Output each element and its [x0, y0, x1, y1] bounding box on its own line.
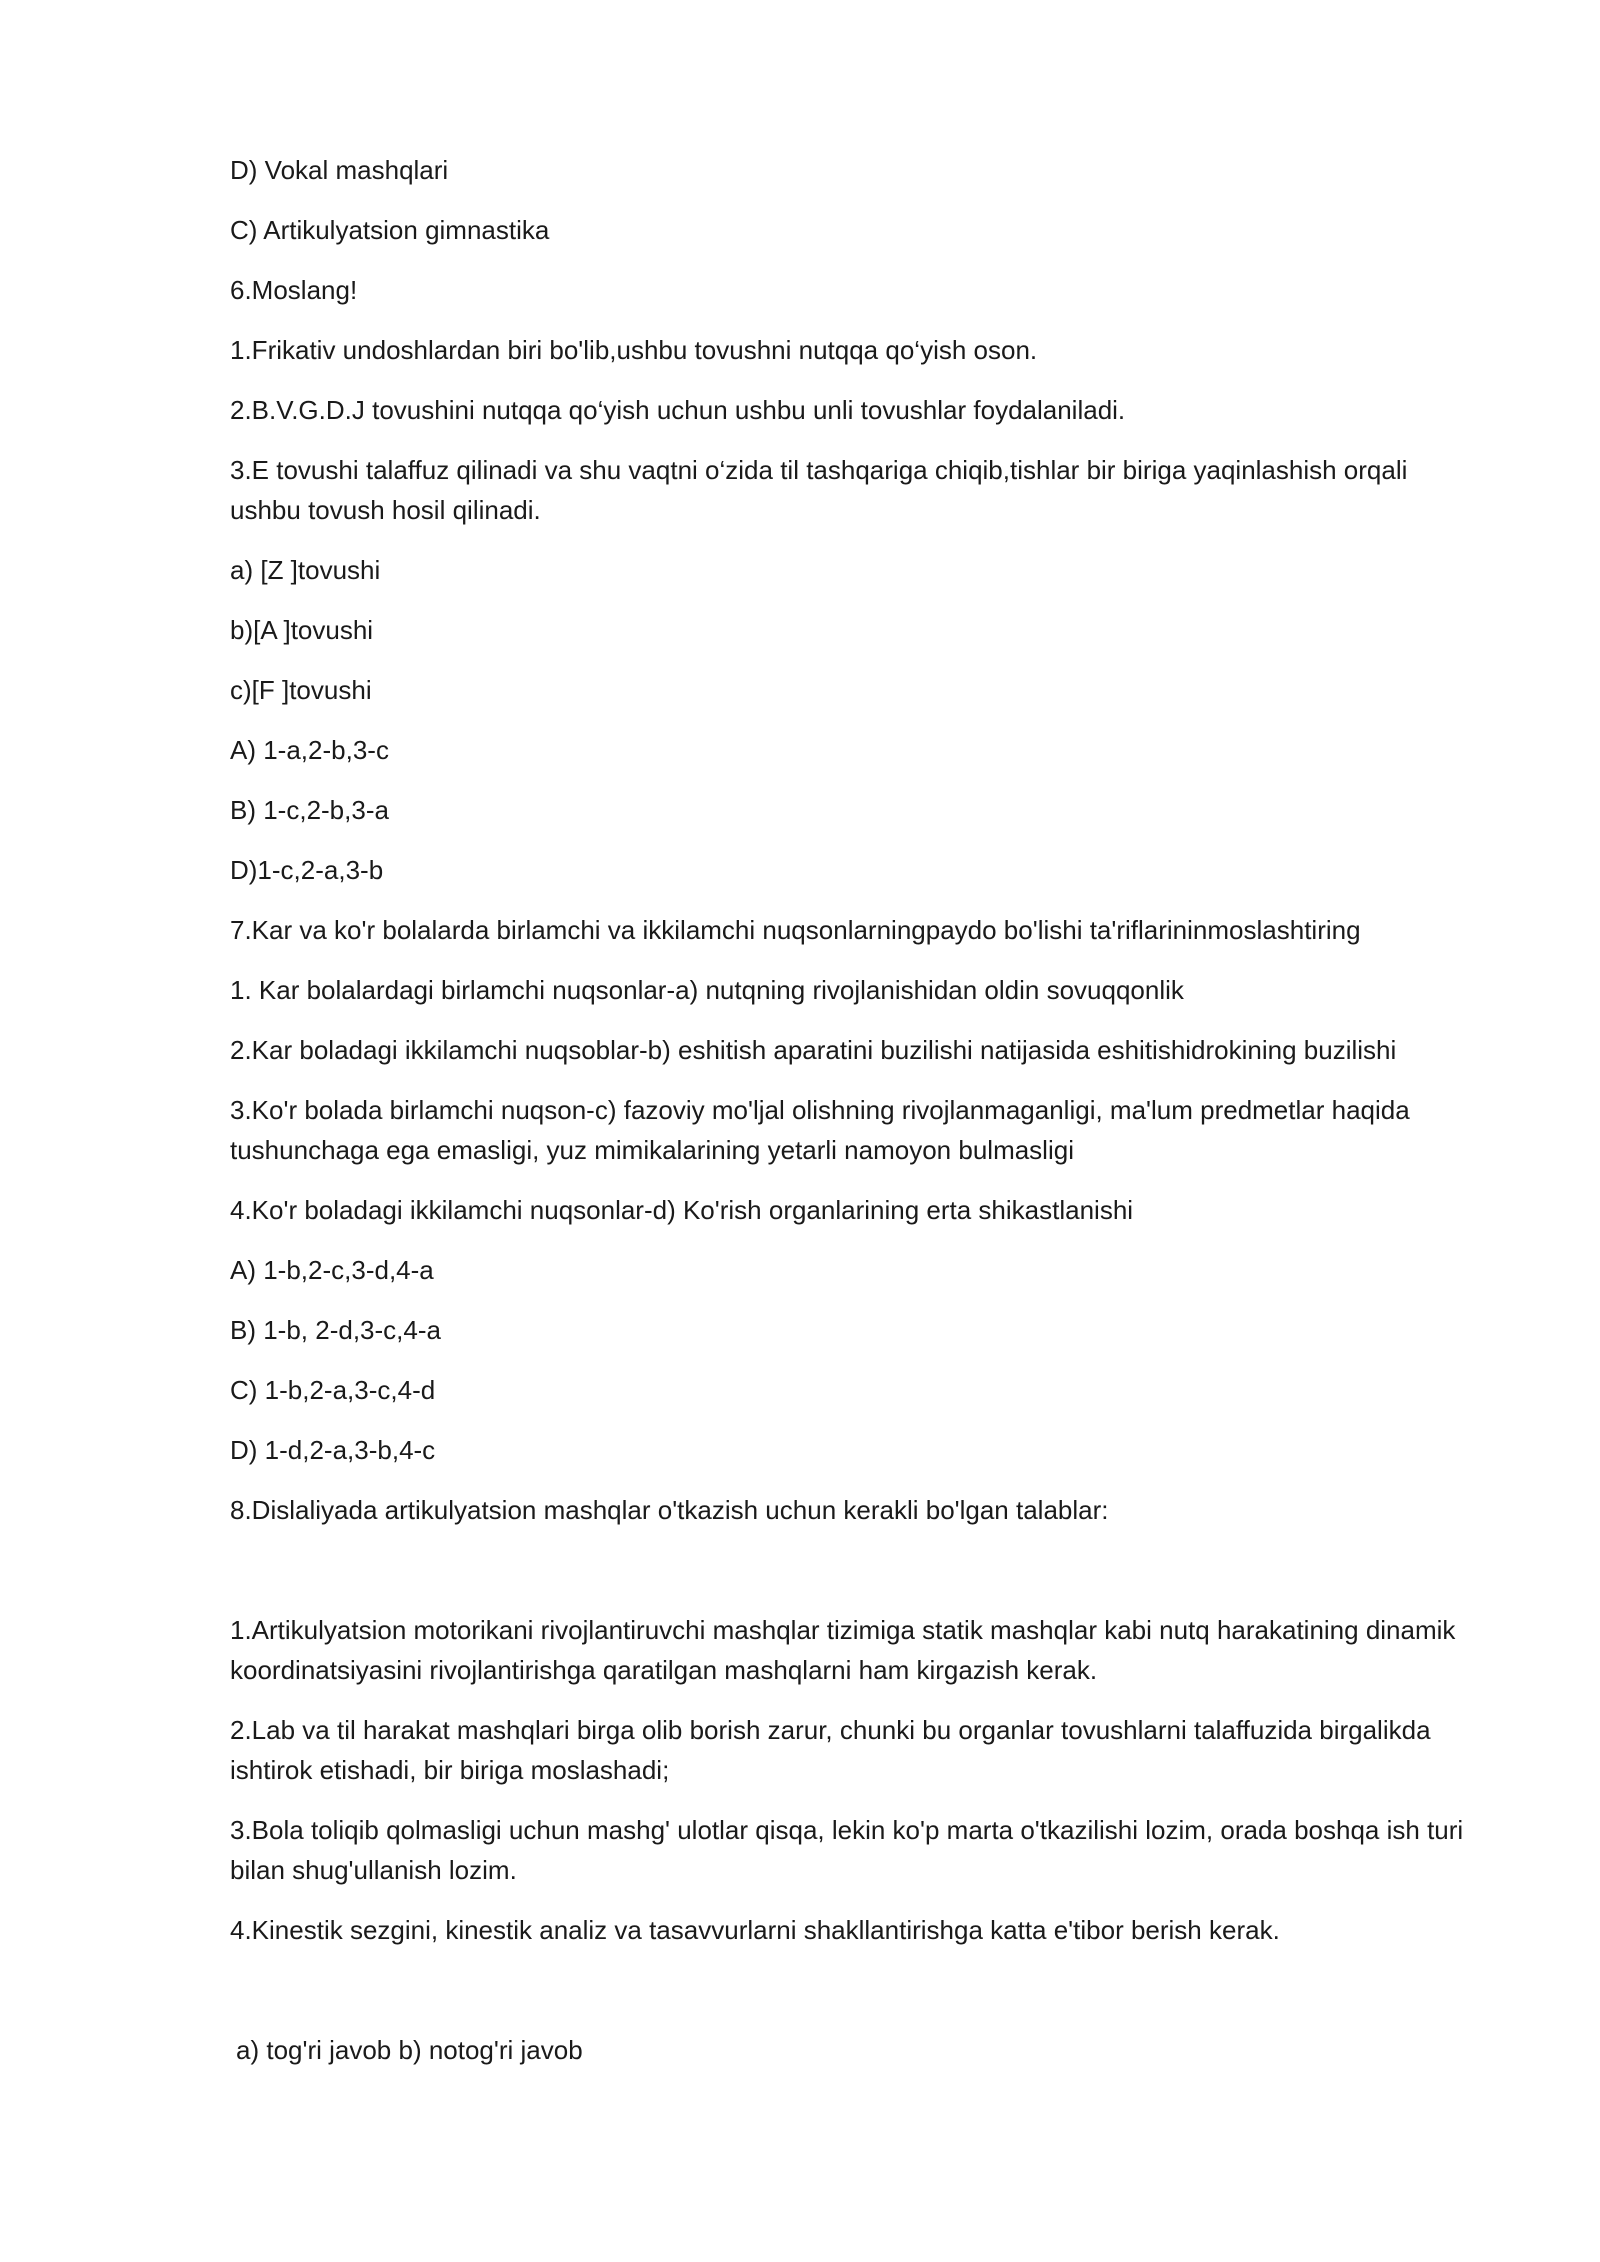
spacer	[230, 1550, 1480, 1610]
q6-answer-a: A) 1-a,2-b,3-c	[230, 735, 389, 765]
q7-item-3: 3.Ko'r bolada birlamchi nuqson-c) fazoviy mo'ljal olishning rivojlanmaganligi, ma'lum predmetlar haqida tushunchaga ega emasligi, yuz mimikalarining yetarli namoyon bulmasligi	[230, 1095, 1410, 1165]
q6-match-a: a) [Z ]tovushi	[230, 555, 381, 585]
q7-answer-b: B) 1-b, 2-d,3-c,4-a	[230, 1315, 441, 1345]
q6-match-c: c)[F ]tovushi	[230, 675, 372, 705]
q8-requirement-1: 1.Artikulyatsion motorikani rivojlantiruvchi mashqlar tizimiga statik mashqlar kabi nutq harakatining dinamik koordinatsiyasini rivojlantirishga qaratilgan mashqlarni ham kirgazish kerak.	[230, 1615, 1456, 1685]
spacer	[230, 1970, 1480, 2030]
q7-item-4: 4.Ko'r boladagi ikkilamchi nuqsonlar-d) Ko'rish organlarining erta shikastlanishi	[230, 1195, 1134, 1225]
q6-item-3: 3.E tovushi talaffuz qilinadi va shu vaqtni o‘zida til tashqariga chiqib,tishlar bir biriga yaqinlashish orqali ushbu tovush hosil qilinadi.	[230, 455, 1408, 525]
option-d-vokal: D) Vokal mashqlari	[230, 155, 449, 185]
q7-answer-d: D) 1-d,2-a,3-b,4-c	[230, 1435, 436, 1465]
q8-requirement-3: 3.Bola toliqib qolmasligi uchun mashg' ulotlar qisqa, lekin ko'p marta o'tkazilishi lozim, orada boshqa ish turi bilan shug'ullanish lozim.	[230, 1815, 1464, 1885]
q7-item-2: 2.Kar boladagi ikkilamchi nuqsoblar-b) eshitish aparatini buzilishi natijasida eshitishidrokining buzilishi	[230, 1035, 1397, 1065]
q7-item-1: 1. Kar bolalardagi birlamchi nuqsonlar-a) nutqning rivojlanishidan oldin sovuqqonlik	[230, 975, 1184, 1005]
question-7-title: 7.Kar va ko'r bolalarda birlamchi va ikkilamchi nuqsonlarningpaydo bo'lishi ta'riflarininmoslashtiring	[230, 915, 1361, 945]
document-body	[230, 150, 1480, 2090]
q8-answer-options: a) tog'ri javob b) notog'ri javob	[236, 2035, 583, 2065]
q6-answer-d: D)1-c,2-a,3-b	[230, 855, 384, 885]
option-c-artikulyatsion: C) Artikulyatsion gimnastika	[230, 215, 550, 245]
q6-item-1: 1.Frikativ undoshlardan biri bo'lib,ushbu tovushni nutqqa qo‘yish oson.	[230, 335, 1038, 365]
q7-answer-c: C) 1-b,2-a,3-c,4-d	[230, 1375, 436, 1405]
q8-requirement-4: 4.Kinestik sezgini, kinestik analiz va tasavvurlarni shakllantirishga katta e'tibor berish kerak.	[230, 1915, 1280, 1945]
q6-match-b: b)[A ]tovushi	[230, 615, 374, 645]
question-6-title: 6.Moslang!	[230, 275, 358, 305]
q6-item-2: 2.B.V.G.D.J tovushini nutqqa qo‘yish uchun ushbu unli tovushlar foydalaniladi.	[230, 395, 1126, 425]
question-8-title: 8.Dislaliyada artikulyatsion mashqlar o'tkazish uchun kerakli bo'lgan talablar:	[230, 1495, 1109, 1525]
q7-answer-a: A) 1-b,2-c,3-d,4-a	[230, 1255, 434, 1285]
q8-requirement-2: 2.Lab va til harakat mashqlari birga olib borish zarur, chunki bu organlar tovushlarni talaffuzida birgalikda ishtirok etishadi, bir biriga moslashadi;	[230, 1715, 1431, 1785]
q6-answer-b: B) 1-c,2-b,3-a	[230, 795, 389, 825]
